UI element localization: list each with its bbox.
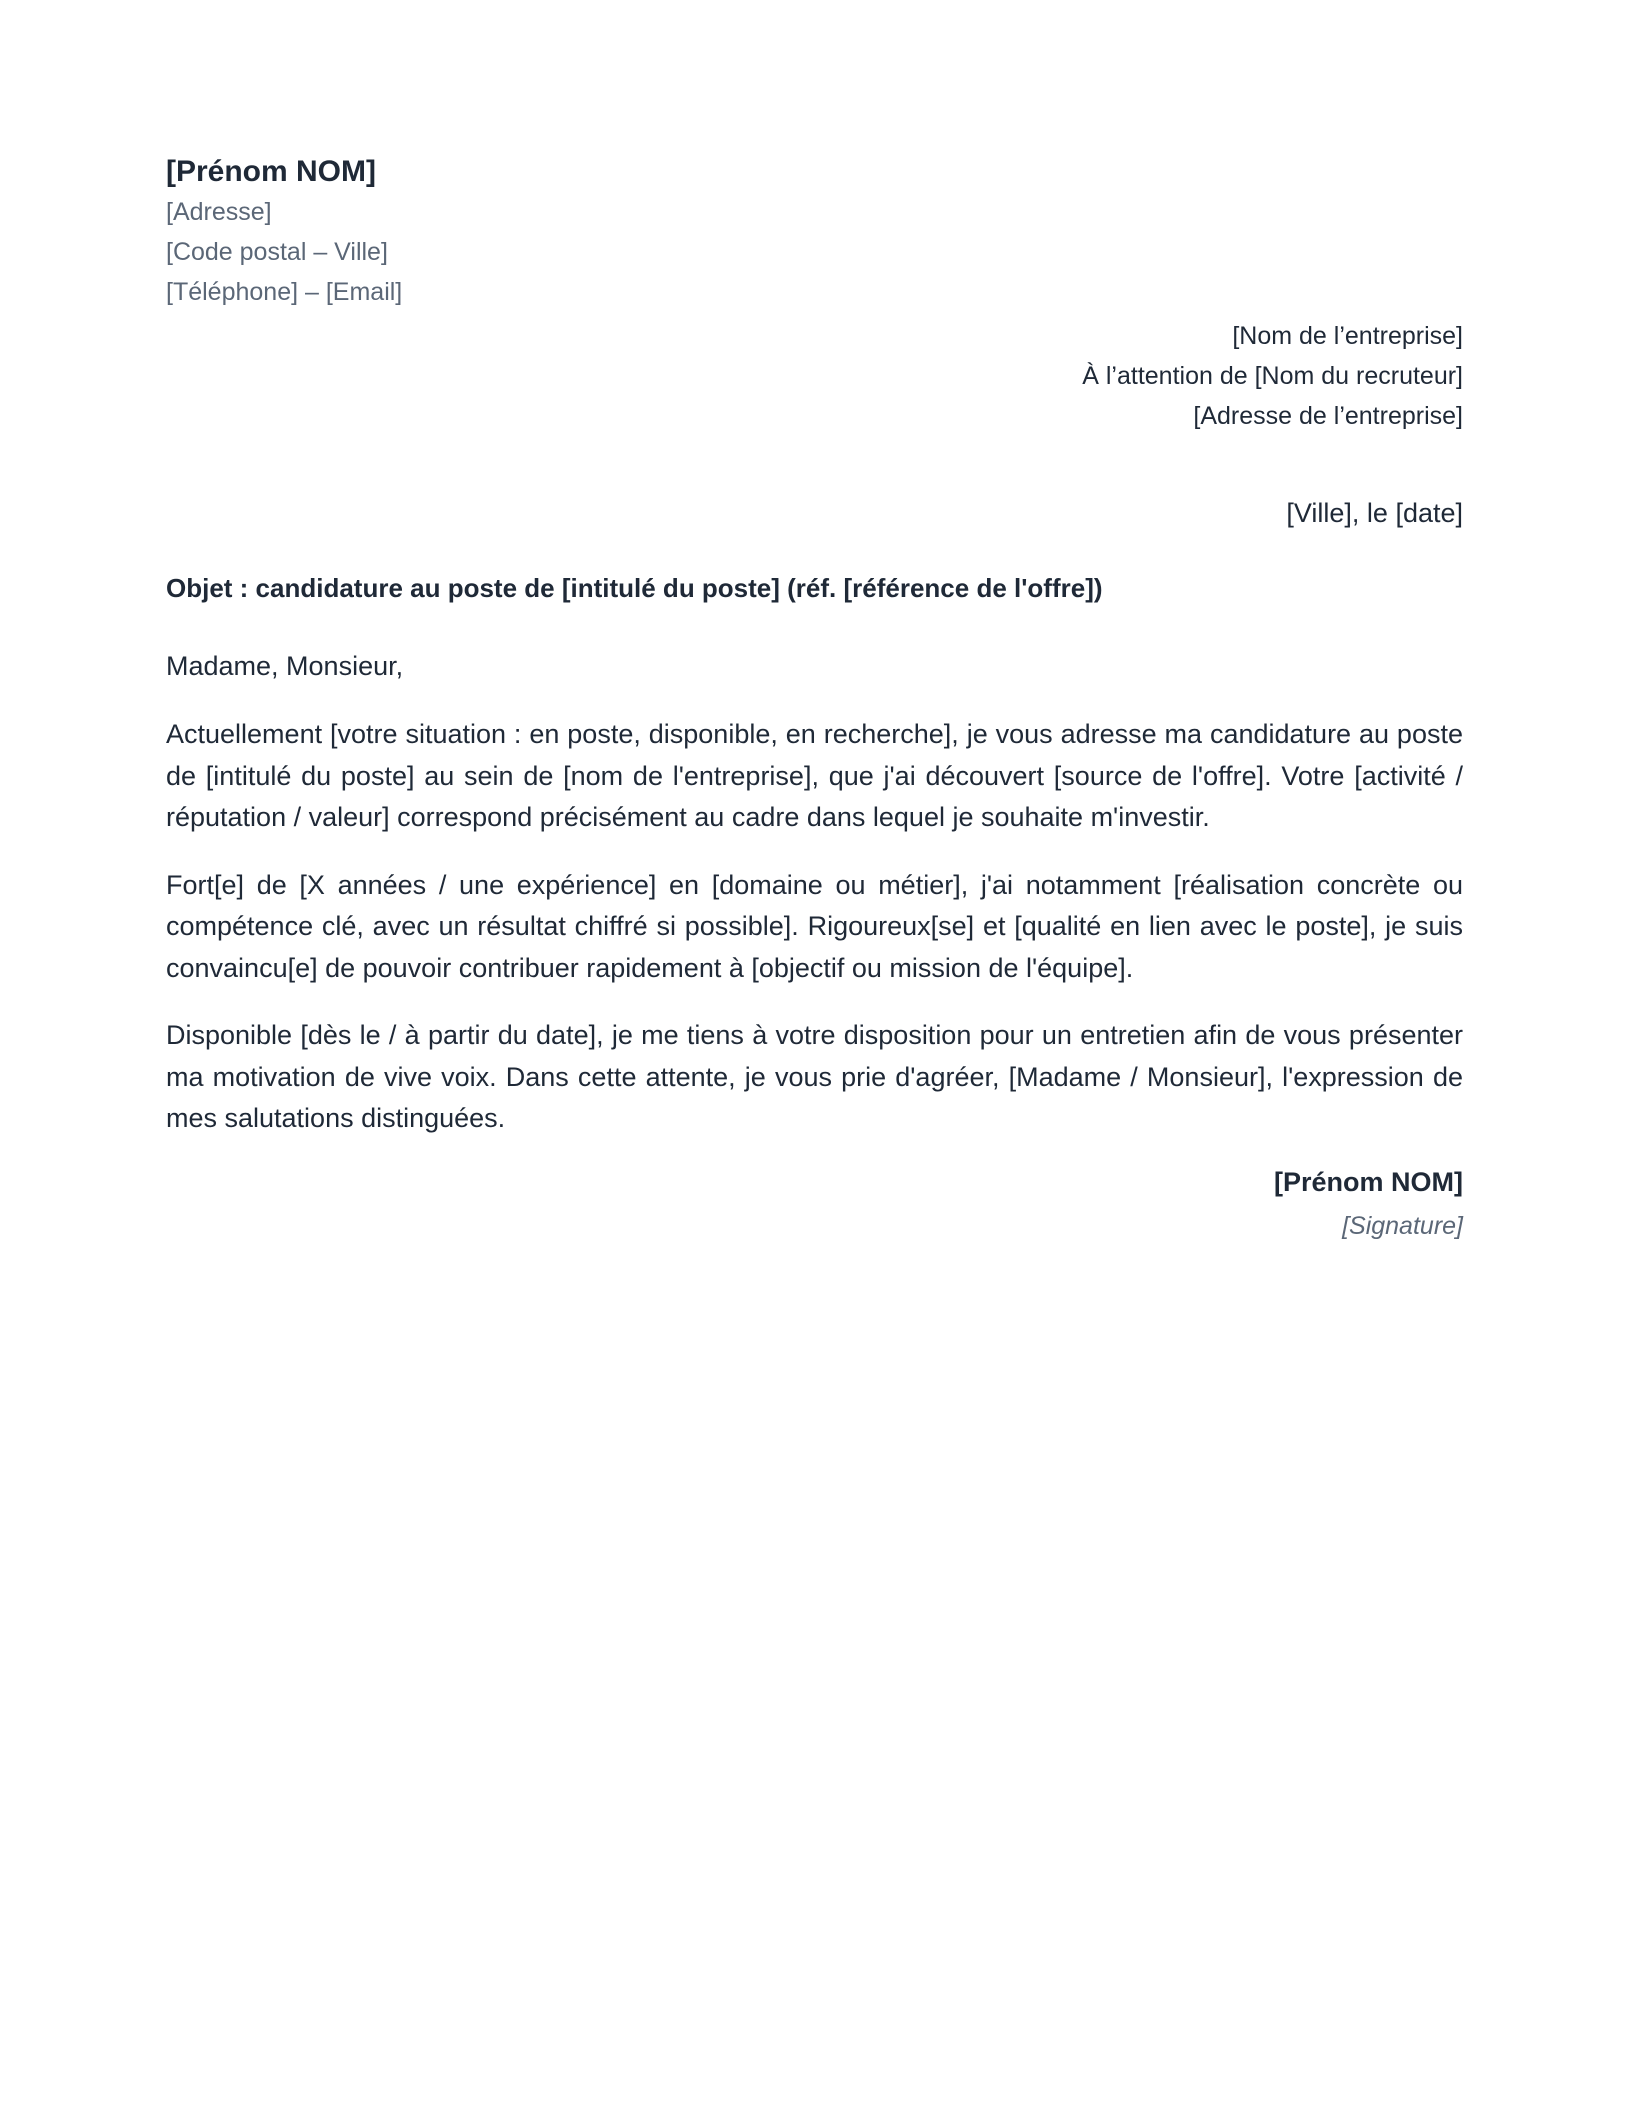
body-paragraph: Fort[e] de [X années / une expérience] en [domaine ou métier], j'ai notamment [réalisation concrète ou compétence clé, avec un résultat chiffré si possible]. Rigoureux[se] et [qualité en lien avec le poste], je suis convaincu[e] de pouvoir contribuer rapidement à [objectif ou mission de l'équipe].: [166, 869, 1463, 983]
sender-contact: [Téléphone] – [Email]: [166, 278, 403, 306]
letter-body: [166, 646, 1463, 1166]
sender-name: [Prénom NOM]: [166, 155, 376, 188]
signature-name: [Prénom NOM]: [1274, 1167, 1463, 1197]
signature-placeholder: [Signature]: [1342, 1212, 1463, 1240]
signature-block: [1274, 1162, 1463, 1246]
sender-postal-city: [Code postal – Ville]: [166, 238, 388, 266]
subject-line: Objet : candidature au poste de [intitulé du poste] (réf. [référence de l'offre]): [166, 573, 1103, 603]
recipient-block: [1082, 316, 1463, 436]
sender-block: [166, 152, 402, 312]
date-line: [Ville], le [date]: [1286, 498, 1463, 528]
recipient-address: [Adresse de l’entreprise]: [1193, 402, 1463, 430]
recipient-attention: À l’attention de [Nom du recruteur]: [1082, 362, 1463, 390]
salutation: Madame, Monsieur,: [166, 651, 404, 681]
sender-address: [Adresse]: [166, 198, 272, 226]
body-paragraph: Disponible [dès le / à partir du date], je me tiens à votre disposition pour un entretien afin de vous présenter ma motivation de vive voix. Dans cette attente, je vous prie d'agréer, [Madame / Monsieur], l'expression de mes salutations distinguées.: [166, 1020, 1463, 1133]
recipient-company: [Nom de l’entreprise]: [1232, 322, 1463, 350]
body-paragraph: Actuellement [votre situation : en poste, disponible, en recherche], je vous adresse ma candidature au poste de [intitulé du poste] au sein de [nom de l'entreprise], que j'ai découvert [source de l'offre]. Votre [activité / réputation / valeur] correspond précisément au cadre dans lequel je souhaite m'investir.: [166, 719, 1463, 832]
